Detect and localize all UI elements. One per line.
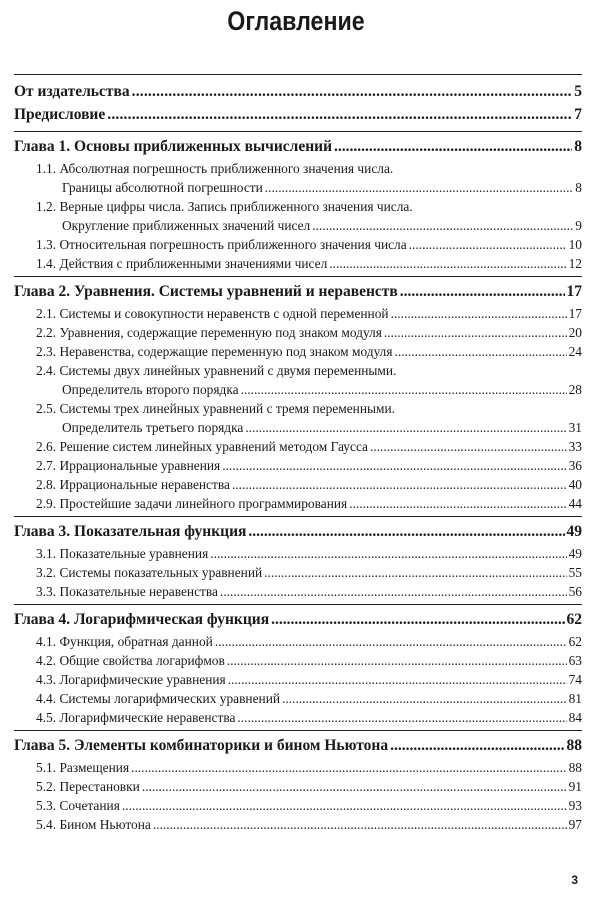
section-2-6[interactable]: [36, 437, 582, 456]
toc-entry-page: 5: [574, 83, 582, 100]
chapter-title: Глава 4. Логарифмическая функция: [14, 611, 270, 628]
leader-dots: [241, 380, 567, 399]
section-page: 97: [568, 817, 582, 832]
section-page: 63: [568, 653, 582, 668]
section-number: 2.9.: [36, 496, 57, 511]
chapter-title: Глава 5. Элементы комбинаторики и бином Ньютона: [14, 737, 389, 754]
section-page: 49: [568, 546, 582, 561]
section-number: 4.2.: [36, 653, 57, 668]
chapter-heading[interactable]: [14, 522, 582, 542]
section-2-2[interactable]: [36, 323, 582, 342]
leader-dots: [384, 323, 567, 342]
section-2-5[interactable]: [36, 399, 582, 437]
leader-dots: [153, 815, 567, 834]
section-title: Неравенства, содержащие переменную под знаком модуля: [59, 344, 393, 359]
chapter-title: Глава 2. Уравнения. Системы уравнений и неравенств: [14, 283, 398, 300]
leader-dots: [248, 522, 564, 542]
section-number: 1.2.: [36, 199, 57, 214]
section-number: 5.4.: [36, 817, 57, 832]
section-4-5[interactable]: [36, 708, 582, 727]
section-5-3[interactable]: [36, 796, 582, 815]
section-number: 2.3.: [36, 344, 57, 359]
section-2-9[interactable]: [36, 494, 582, 513]
section-1-1[interactable]: [36, 159, 582, 197]
section-1-4[interactable]: [36, 254, 582, 273]
section-number: 2.6.: [36, 439, 57, 454]
section-number: 4.1.: [36, 634, 57, 649]
leader-dots: [237, 708, 566, 727]
section-number: 1.1.: [36, 161, 57, 176]
leader-dots: [264, 563, 566, 582]
section-page: 55: [568, 565, 582, 580]
section-page: 56: [568, 584, 582, 599]
page-number: 3: [571, 873, 578, 887]
section-number: 4.4.: [36, 691, 57, 706]
front-matter: [14, 74, 582, 125]
section-number: 5.1.: [36, 760, 57, 775]
section-page: 93: [568, 798, 582, 813]
section-title: Относительная погрешность приближенного значения числа: [59, 237, 407, 252]
section-2-7[interactable]: [36, 456, 582, 475]
chapter-title: Глава 3. Показательная функция: [14, 523, 247, 540]
section-1-3[interactable]: [36, 235, 582, 254]
section-2-4[interactable]: [36, 361, 582, 399]
section-page: 17: [568, 306, 582, 321]
chapter-2: [14, 276, 582, 513]
page-title: Оглавление: [227, 6, 365, 36]
leader-dots: [220, 582, 567, 601]
section-2-1[interactable]: [36, 304, 582, 323]
section-title-line2: Границы абсолютной погрешности: [62, 180, 263, 195]
section-number: 2.7.: [36, 458, 57, 473]
leader-dots: [122, 796, 567, 815]
leader-dots: [334, 137, 572, 157]
section-number: 1.3.: [36, 237, 57, 252]
chapter-heading[interactable]: [14, 282, 582, 302]
leader-dots: [131, 758, 567, 777]
leader-dots: [232, 475, 567, 494]
section-3-2[interactable]: [36, 563, 582, 582]
section-title: Логарифмические уравнения: [59, 672, 226, 687]
section-2-8[interactable]: [36, 475, 582, 494]
section-1-2[interactable]: [36, 197, 582, 235]
section-page: 88: [568, 760, 582, 775]
section-number: 3.3.: [36, 584, 57, 599]
chapter-page: 88: [566, 737, 582, 754]
section-title: Общие свойства логарифмов: [59, 653, 225, 668]
section-number: 4.3.: [36, 672, 57, 687]
section-5-4[interactable]: [36, 815, 582, 834]
leader-dots: [370, 437, 567, 456]
section-title: Перестановки: [59, 779, 140, 794]
section-3-3[interactable]: [36, 582, 582, 601]
section-5-1[interactable]: [36, 758, 582, 777]
leader-dots: [400, 282, 565, 302]
toc-entry-title: Предисловие: [14, 106, 106, 123]
leader-dots: [222, 456, 566, 475]
section-title: Системы показательных уравнений: [59, 565, 263, 580]
section-page: 44: [568, 496, 582, 511]
toc-entry-front-1[interactable]: [14, 82, 582, 102]
section-number: 5.3.: [36, 798, 57, 813]
section-page: 84: [568, 710, 582, 725]
section-4-2[interactable]: [36, 651, 582, 670]
section-title: Действия с приближенными значениями чисел: [59, 256, 328, 271]
section-title: Логарифмические неравенства: [59, 710, 236, 725]
chapter-page: 62: [566, 611, 582, 628]
section-page: 81: [568, 691, 582, 706]
section-title: Системы и совокупности неравенств с одной переменной: [59, 306, 389, 321]
chapter-3: [14, 516, 582, 601]
section-title: Иррациональные уравнения: [59, 458, 221, 473]
table-of-contents: [14, 74, 582, 834]
section-page: 74: [568, 672, 582, 687]
section-title-line1: Системы трех линейных уравнений с тремя переменными.: [59, 401, 395, 416]
section-title-line2: Определитель третьего порядка: [62, 420, 244, 435]
section-title-line2: Определитель второго порядка: [62, 382, 239, 397]
section-number: 2.4.: [36, 363, 57, 378]
chapter-heading[interactable]: [14, 137, 582, 157]
leader-dots: [312, 216, 573, 235]
section-title: Системы логарифмических уравнений: [59, 691, 281, 706]
section-title: Размещения: [59, 760, 130, 775]
chapter-5: [14, 730, 582, 834]
chapter-4: [14, 604, 582, 727]
section-title-line1: Абсолютная погрешность приближенного значения числа.: [59, 161, 394, 176]
section-page: 62: [568, 634, 582, 649]
section-page: 24: [568, 344, 582, 359]
section-number: 2.5.: [36, 401, 57, 416]
section-title: Сочетания: [59, 798, 120, 813]
chapter-title: Глава 1. Основы приближенных вычислений: [14, 138, 332, 155]
section-number: 5.2.: [36, 779, 57, 794]
section-number: 2.1.: [36, 306, 57, 321]
section-title: Показательные неравенства: [59, 584, 218, 599]
chapter-page: 8: [574, 138, 582, 155]
leader-dots: [349, 494, 566, 513]
leader-dots: [107, 105, 572, 125]
leader-dots: [282, 689, 567, 708]
section-title-line2: Округление приближенных значений чисел: [62, 218, 311, 233]
section-3-1[interactable]: [36, 544, 582, 563]
section-2-3[interactable]: [36, 342, 582, 361]
leader-dots: [271, 610, 564, 630]
leader-dots: [329, 254, 566, 273]
section-page: 33: [568, 439, 582, 454]
section-page: 40: [568, 477, 582, 492]
section-page: 91: [568, 779, 582, 794]
section-title: Функция, обратная данной: [59, 634, 213, 649]
section-number: 2.8.: [36, 477, 57, 492]
leader-dots: [142, 777, 567, 796]
chapter-1: [14, 131, 582, 273]
leader-dots: [210, 544, 566, 563]
section-title: Решение систем линейных уравнений методом Гаусса: [59, 439, 368, 454]
section-title-line1: Системы двух линейных уравнений с двумя переменными.: [59, 363, 397, 378]
chapter-page: 49: [566, 523, 582, 540]
leader-dots: [265, 178, 574, 197]
section-title: Показательные уравнения: [59, 546, 209, 561]
chapter-heading[interactable]: [14, 610, 582, 630]
leader-dots: [245, 418, 566, 437]
section-4-4[interactable]: [36, 689, 582, 708]
toc-entry-title: От издательства: [14, 83, 130, 100]
section-page: 20: [568, 325, 582, 340]
section-page: 9: [575, 218, 582, 233]
section-page: 36: [568, 458, 582, 473]
leader-dots: [215, 632, 567, 651]
leader-dots: [227, 651, 567, 670]
chapter-heading[interactable]: [14, 736, 582, 756]
section-page: 8: [575, 180, 582, 195]
leader-dots: [409, 235, 567, 254]
section-number: 1.4.: [36, 256, 57, 271]
toc-entry-front-2[interactable]: [14, 105, 582, 125]
section-number: 4.5.: [36, 710, 57, 725]
section-title: Простейшие задачи линейного программирования: [59, 496, 348, 511]
leader-dots: [395, 342, 567, 361]
section-number: 3.1.: [36, 546, 57, 561]
leader-dots: [228, 670, 567, 689]
leader-dots: [391, 304, 567, 323]
section-title: Иррациональные неравенства: [59, 477, 230, 492]
leader-dots: [132, 82, 573, 102]
chapter-page: 17: [566, 283, 582, 300]
section-title: Уравнения, содержащие переменную под знаком модуля: [59, 325, 382, 340]
section-page: 12: [568, 256, 582, 271]
section-4-3[interactable]: [36, 670, 582, 689]
section-page: 28: [568, 382, 582, 397]
section-5-2[interactable]: [36, 777, 582, 796]
toc-entry-page: 7: [574, 106, 582, 123]
section-title: Бином Ньютона: [59, 817, 151, 832]
leader-dots: [390, 736, 564, 756]
section-title-line1: Верные цифры числа. Запись приближенного значения числа.: [59, 199, 413, 214]
section-page: 31: [568, 420, 582, 435]
section-number: 2.2.: [36, 325, 57, 340]
section-page: 10: [568, 237, 582, 252]
section-number: 3.2.: [36, 565, 57, 580]
section-4-1[interactable]: [36, 632, 582, 651]
